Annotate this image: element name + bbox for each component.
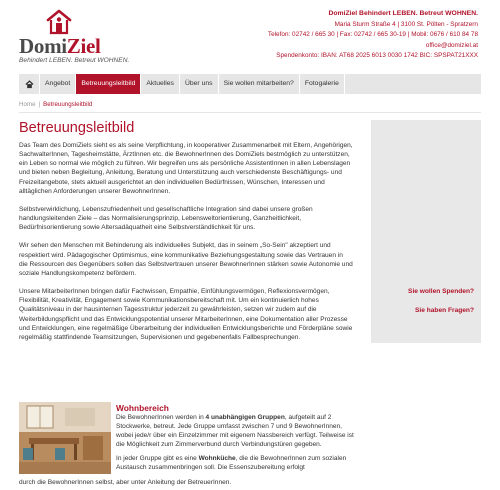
nav-item-angebot[interactable]: Angebot <box>40 74 76 94</box>
paragraph: Die BewohnerInnen werden in 4 unabhängigen Gruppen, aufgeteilt auf 2 Stockwerke, betreut. Jede Gruppe umfasst zwischen 7 und 9 BewohnerInnen, wobei jede/r über ein Einzelzimmer mit eigenem Nassbereich verfügt. Teilweise ist die Möglichkeit zum Zimmerverbund durch Verbindungstüren gegeben. <box>116 414 354 449</box>
section-title-wohnbereich: Wohnbereich <box>116 403 169 413</box>
nav-item-ueber-uns[interactable]: Über uns <box>180 74 219 94</box>
contact-email[interactable]: office@domiziel.at <box>425 41 478 49</box>
logo-wordmark: DomiZiel <box>19 34 101 58</box>
breadcrumb-current: Betreuungsleitbild <box>43 101 93 108</box>
nav-item-mitarbeiten[interactable]: Sie wollen mitarbeiten? <box>219 74 300 94</box>
contact-info <box>178 9 478 62</box>
nav-item-betreuungsleitbild[interactable]: Betreuungsleitbild <box>76 74 141 94</box>
paragraph: In jeder Gruppe gibt es eine Wohnküche, die die BewohnerInnen zum sozialen Austausch zusammenbringen soll. Die Essenszubereitung erfolgt <box>116 454 347 471</box>
breadcrumb-separator: | <box>38 101 41 108</box>
nav-item-aktuelles[interactable]: Aktuelles <box>141 74 180 94</box>
sidebar-link-spenden[interactable]: Sie wollen Spenden? <box>408 288 474 295</box>
wohnbereich-text <box>116 413 356 476</box>
breadcrumb-divider <box>19 112 481 113</box>
nav-home[interactable] <box>19 74 40 94</box>
nav-item-fotogalerie[interactable]: Fotogalerie <box>300 74 345 94</box>
contact-bank: Spendenkonto: IBAN: AT68 2025 6013 0030 1742 BIC: SPSPAT21XXX <box>276 52 478 60</box>
room-image <box>19 402 111 474</box>
contact-address: Maria Sturm Straße 4 | 3100 St. Pölten - Spratzern <box>334 20 478 28</box>
main-content <box>19 120 353 351</box>
sidebar-link-fragen[interactable]: Sie haben Fragen? <box>415 307 474 314</box>
main-nav <box>19 74 481 94</box>
breadcrumb <box>19 101 92 108</box>
sidebar-links <box>371 287 474 325</box>
wohnbereich-photo <box>19 402 111 474</box>
paragraph: Unsere MitarbeiterInnen bringen dafür Fachwissen, Empathie, Einfühlungsvermögen, Reflexionsvermögen, Flexibilität, Kreativität, Engagement sowie Kommunikationsbereitschaft mit. Um ein kontinuierlich hohes Qualitätsniveau in der hausinternen Tagesstruktur jederzeit zu gewährleisten, setzen wir zudem auf die Weiterbildungspflicht und das Entwicklungspotential unserer MitarbeiterInnen, eine Dokumentation aller Prozesse und Entwicklungen, eine regelmäßige Überarbeitung der individuellen Entwicklungsberichte und Förderpläne sowie regelmäßig stattfindende Teamsitzungen, Supervisionen und gegebenenfalls Fallbesprechungen. <box>19 288 353 341</box>
site-logo[interactable] <box>19 8 139 66</box>
contact-phone: Telefon: 02742 / 665 30 | Fax: 02742 / 665 30-19 | Mobil: 0676 / 610 84 78 <box>267 31 478 39</box>
site-header <box>0 0 500 68</box>
home-icon <box>25 80 34 89</box>
paragraph: Das Team des DomiZiels sieht es als seine Verpflichtung, in kooperativer Zusammenarbeit mit Eltern, Angehörigen, SachwalterInnen, Tagesheimstätte, ÄrztInnen etc. die BewohnerInnen des DomiZiels bestmöglich zu unterstützen, ein Leben so normal wie möglich zu führen. Wir begreifen uns als persönliche AssistentInnen in allen Lebenslagen und bieten neben Begleitung, Anleitung, Beratung und Unterstützung auch verschiedenste Beschäftigungs- und Freizeitangebote, stets aktuell ausgerichtet an den individuellen Bedürfnissen, Wünschen, Interessen und alltäglichen Anforderungen unserer BewohnerInnen. <box>19 142 353 195</box>
contact-brand: DomiZiel Behindert LEBEN. Betreut WOHNEN. <box>328 10 478 17</box>
logo-tagline: Behindert LEBEN. Betreut WOHNEN. <box>19 57 130 64</box>
paragraph: Wir sehen den Menschen mit Behinderung als individuelles Subjekt, das in seinem „So-Sein" akzeptiert und respektiert wird. Pädagogischer Optimismus, eine kommunikative Beziehungsgestaltung sowie das Vertrauen in die Ressourcen des Gegenübers sollen das Selbstvertrauen unserer BewohnerInnen stärken sowie Autonomie und soziale Handlungskompetenz befördern. <box>19 242 353 277</box>
paragraph: Selbstverwirklichung, Lebenszufriedenheit und gesellschaftliche Integration sind dabei unsere großen handlungsleitenden Ziele – das Normalisierungsprinzip, Lebensweltorientierung, Ganzheitlichkeit, Bedürfnisorientierung sowie Altersadäquatheit eine Selbstverständlichkeit für uns. <box>19 205 313 232</box>
breadcrumb-home[interactable]: Home <box>19 101 36 108</box>
logo-house-icon <box>45 8 73 36</box>
wohnbereich-text-continued: durch die BewohnerInnen selbst, aber unter Anleitung der BetreuerInnen. <box>19 479 232 486</box>
page-title: Betreuungsleitbild <box>19 120 135 136</box>
